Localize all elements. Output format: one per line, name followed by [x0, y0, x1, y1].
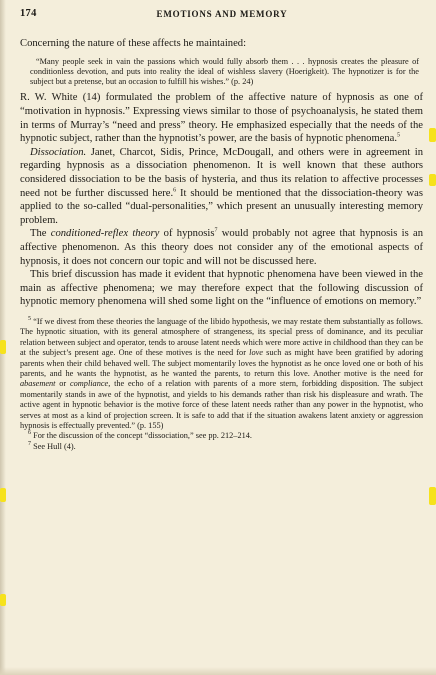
highlighter-mark: [429, 487, 436, 505]
page-number: 174: [20, 8, 37, 19]
footnote-text: See Hull (4).: [31, 441, 76, 451]
running-head: EMOTIONS AND MEMORY: [156, 9, 288, 19]
paragraph-text: R. W. White (14) formulated the problem of the affective nature of hypnosis as one of “motivation in hypnosis.” Expressing views similar to those of psychoanalysis, he stated them in terms of Murray’s “need and press” theory. He emphasized especially that the needs of the hypnotic subject, rather than the hypnotist’s power, are the basis of hypnotic phenomena.: [20, 92, 423, 145]
highlighter-mark: [0, 594, 6, 606]
footnote-5: [20, 317, 423, 431]
paragraph-text: would probably not agree that hypnosis is an affective phenomenon. As this theory does not consider any of the emotional aspects of hypnosis, it does not concern our topic and will not be discussed here.: [20, 228, 424, 267]
footnote-ref: 7: [214, 227, 218, 234]
highlighter-mark: [0, 340, 6, 354]
section-label: conditioned-reflex theory: [50, 228, 160, 240]
footnote-text: , the echo of a relation with parents of a more stern, forbidding disposition. The subject momentarily stands in awe of the hypnotist, and yields to his demands rather than risk his displeasure and wrath. The active agent in hypnotic behavior is the motive force of these latent needs rather than any power in the hypnotist, who serves at most as a kind of projection screen. It is safe to add that if the situation awakens latent anxiety or aggression hypnosis is effectually prevented.” (p. 155): [20, 379, 423, 431]
paragraph-text: of hypnosis: [159, 228, 215, 240]
footnote-6: [20, 431, 423, 441]
paragraph-text: It should be mentioned that the dissociation-theory was applied to the so-called “dual-personalities,” which present an unusually interesting memory problem.: [20, 187, 423, 226]
footnote-ref: 5: [397, 132, 401, 139]
paragraph-white: [20, 91, 423, 145]
footnote-text: or: [55, 379, 70, 389]
footnotes: [20, 317, 423, 452]
footnote-ref: 6: [173, 187, 177, 194]
lead-sentence: Concerning the nature of these affects he maintained:: [20, 38, 247, 49]
paragraph-summary: This brief discussion has made it evident that hypnotic phenomena have been viewed in the main as affective phenomena; we may therefore expect that the following discussion of hypnotic memory phenomena will shed some light on the “influence of emotions on memory.”: [20, 269, 423, 308]
footnote-7: [20, 442, 423, 452]
paragraph-text: Janet, Charcot, Sidis, Prince, McDougall, and others were in agreement in regarding hypnosis as a dissociation phenomenon. It is well known that these authors considered dissociation to be the basis of hysteria, and thus its relation to affective processes need not be further discussed here.: [20, 146, 423, 199]
highlighter-mark: [429, 128, 436, 142]
emphasis: abasement: [20, 379, 56, 389]
highlighter-mark: [0, 488, 6, 502]
footnote-text: such as might have been gratified by adoring parents when their child behaved well. The subject momentarily loves the hypnotist as he once loved one or both of his parents, and he wants the hypnotist, as he wanted the parents, to return this love. Another motive is the need for: [20, 348, 423, 379]
page-content: [20, 37, 423, 452]
highlighter-mark: [429, 174, 436, 186]
page-bottom-shadow: [0, 667, 436, 675]
page-gutter-shadow: [0, 0, 6, 675]
footnote-mark: 5: [28, 316, 31, 323]
footnote-mark: 7: [28, 441, 31, 448]
footnote-text: For the discussion of the concept “dissociation,” see pp. 212–214.: [31, 431, 252, 441]
paragraph-dissociation: [20, 146, 423, 228]
block-quote: “Many people seek in vain the passions which would fully absorb them . . . hypnosis creates the pleasure of conditionless devotion, and puts into reality the ideal of wishless slavery (Hoerigkeit). The hypnotizer is for the subject but a pretense, but an occasion to fulfill his wishes.” (p. 24): [30, 56, 419, 87]
running-header: [20, 8, 424, 24]
footnote-text: “If we divest from these theories the language of the libido hypothesis, we may restate them substantially as follows. The hypnotic situation, with its general atmosphere of strangeness, its special press of dominance, and its peculiar relation between subject and operator, tends to arouse latent needs which were more active in childhood than they can be at the subject’s present age. One of these motives is the need for: [20, 316, 423, 358]
paragraph-text: The: [30, 228, 51, 240]
paragraph-conditioned-reflex: [20, 227, 423, 268]
emphasis: love: [249, 348, 263, 358]
emphasis: compliance: [69, 379, 109, 389]
section-label: Dissociation.: [30, 146, 87, 158]
footnote-mark: 6: [28, 430, 31, 437]
